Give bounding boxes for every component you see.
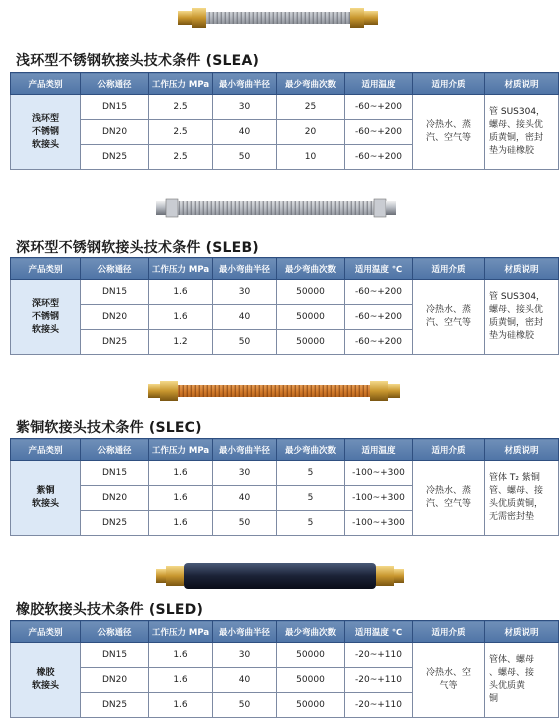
- dn-cell: DN15: [81, 95, 149, 120]
- dn-cell: DN25: [81, 693, 149, 718]
- cycles-cell: 5: [277, 486, 345, 511]
- radius-cell: 40: [213, 486, 277, 511]
- table-row: [11, 643, 559, 668]
- header-medium: 适用介质: [413, 258, 485, 280]
- header-medium: 适用介质: [413, 439, 485, 461]
- section-title-sled: 橡胶软接头技术条件 (SLED): [16, 602, 204, 618]
- pressure-cell: 1.6: [149, 280, 213, 305]
- pressure-cell: 1.2: [149, 330, 213, 355]
- cycles-cell: 20: [277, 120, 345, 145]
- radius-cell: 50: [213, 511, 277, 536]
- header-category: 产品类别: [11, 73, 81, 95]
- header-medium: 适用介质: [413, 621, 485, 643]
- dn-cell: DN25: [81, 511, 149, 536]
- header-dn: 公称通径: [81, 73, 149, 95]
- pressure-cell: 2.5: [149, 145, 213, 170]
- stainless-shallow-hose-image: [178, 4, 378, 32]
- header-pressure: 工作压力 MPa: [149, 621, 213, 643]
- header-dn: 公称通径: [81, 258, 149, 280]
- table-row: [11, 280, 559, 305]
- temp-cell: -20~+110: [345, 643, 413, 668]
- temp-cell: -60~+200: [345, 305, 413, 330]
- header-material: 材质说明: [485, 258, 559, 280]
- dn-cell: DN15: [81, 643, 149, 668]
- temp-cell: -20~+110: [345, 693, 413, 718]
- cycles-cell: 5: [277, 511, 345, 536]
- temp-cell: -60~+200: [345, 280, 413, 305]
- copper-hose-image: [148, 378, 400, 404]
- header-category: 产品类别: [11, 258, 81, 280]
- temp-cell: -60~+200: [345, 95, 413, 120]
- cycles-cell: 50000: [277, 280, 345, 305]
- header-dn: 公称通径: [81, 621, 149, 643]
- header-cycles: 最少弯曲次数: [277, 73, 345, 95]
- header-cycles: 最少弯曲次数: [277, 621, 345, 643]
- radius-cell: 30: [213, 461, 277, 486]
- header-category: 产品类别: [11, 621, 81, 643]
- table-header-row: [11, 439, 559, 461]
- header-material: 材质说明: [485, 73, 559, 95]
- spec-table-slec: [10, 438, 559, 536]
- category-cell: 浅环型 不锈钢 软接头: [11, 95, 81, 170]
- temp-cell: -20~+110: [345, 668, 413, 693]
- cycles-cell: 50000: [277, 668, 345, 693]
- header-temp: 适用温度 ℃: [345, 621, 413, 643]
- medium-cell: 冷热水、蒸 汽、空气等: [413, 280, 485, 355]
- category-cell: 紫铜 软接头: [11, 461, 81, 536]
- dn-cell: DN20: [81, 486, 149, 511]
- cycles-cell: 50000: [277, 330, 345, 355]
- section-title-slec: 紫铜软接头技术条件 (SLEC): [16, 420, 202, 436]
- medium-cell: 冷热水、蒸 汽、空气等: [413, 95, 485, 170]
- header-material: 材质说明: [485, 439, 559, 461]
- table-header-row: [11, 73, 559, 95]
- table-row: [11, 461, 559, 486]
- pressure-cell: 1.6: [149, 486, 213, 511]
- pressure-cell: 1.6: [149, 305, 213, 330]
- header-radius: 最小弯曲半径: [213, 73, 277, 95]
- dn-cell: DN25: [81, 330, 149, 355]
- pressure-cell: 1.6: [149, 668, 213, 693]
- header-material: 材质说明: [485, 621, 559, 643]
- cycles-cell: 25: [277, 95, 345, 120]
- cycles-cell: 10: [277, 145, 345, 170]
- cycles-cell: 50000: [277, 693, 345, 718]
- radius-cell: 50: [213, 145, 277, 170]
- header-pressure: 工作压力 MPa: [149, 258, 213, 280]
- medium-cell: 冷热水、空 气等: [413, 643, 485, 718]
- header-cycles: 最少弯曲次数: [277, 439, 345, 461]
- header-pressure: 工作压力 MPa: [149, 439, 213, 461]
- stainless-deep-hose-image: [156, 196, 396, 220]
- table-header-row: [11, 621, 559, 643]
- temp-cell: -100~+300: [345, 461, 413, 486]
- cycles-cell: 50000: [277, 643, 345, 668]
- spec-table-sleb: [10, 257, 559, 355]
- header-radius: 最小弯曲半径: [213, 621, 277, 643]
- radius-cell: 40: [213, 305, 277, 330]
- header-temp: 适用温度: [345, 73, 413, 95]
- temp-cell: -60~+200: [345, 120, 413, 145]
- temp-cell: -100~+300: [345, 511, 413, 536]
- temp-cell: -60~+200: [345, 330, 413, 355]
- dn-cell: DN25: [81, 145, 149, 170]
- material-cell: 管体、螺母 、螺母、接 头优质黄 铜: [485, 643, 559, 718]
- temp-cell: -60~+200: [345, 145, 413, 170]
- dn-cell: DN20: [81, 120, 149, 145]
- header-pressure: 工作压力 MPa: [149, 73, 213, 95]
- header-radius: 最小弯曲半径: [213, 439, 277, 461]
- material-cell: 管体 T₂ 紫铜 管、螺母、接 头优质黄铜， 无需密封垫: [485, 461, 559, 536]
- pressure-cell: 2.5: [149, 95, 213, 120]
- radius-cell: 30: [213, 643, 277, 668]
- temp-cell: -100~+300: [345, 486, 413, 511]
- header-medium: 适用介质: [413, 73, 485, 95]
- material-cell: 管 SUS304， 螺母、接头优 质黄铜，密封 垫为硅橡胶: [485, 95, 559, 170]
- cycles-cell: 5: [277, 461, 345, 486]
- header-category: 产品类别: [11, 439, 81, 461]
- table-row: [11, 95, 559, 120]
- header-temp: 适用温度: [345, 439, 413, 461]
- pressure-cell: 1.6: [149, 461, 213, 486]
- medium-cell: 冷热水、蒸 汽、空气等: [413, 461, 485, 536]
- section-title-slea: 浅环型不锈钢软接头技术条件 (SLEA): [16, 53, 260, 69]
- pressure-cell: 1.6: [149, 511, 213, 536]
- header-dn: 公称通径: [81, 439, 149, 461]
- header-radius: 最小弯曲半径: [213, 258, 277, 280]
- material-cell: 管 SUS304， 螺母、接头优 质黄铜，密封 垫为硅橡胶: [485, 280, 559, 355]
- spec-table-sled: [10, 620, 559, 718]
- pressure-cell: 2.5: [149, 120, 213, 145]
- section-title-sleb: 深环型不锈钢软接头技术条件 (SLEB): [16, 240, 259, 256]
- table-header-row: [11, 258, 559, 280]
- rubber-hose-image: [156, 560, 404, 592]
- category-cell: 橡胶 软接头: [11, 643, 81, 718]
- pressure-cell: 1.6: [149, 643, 213, 668]
- radius-cell: 40: [213, 668, 277, 693]
- dn-cell: DN15: [81, 461, 149, 486]
- category-cell: 深环型 不锈钢 软接头: [11, 280, 81, 355]
- cycles-cell: 50000: [277, 305, 345, 330]
- pressure-cell: 1.6: [149, 693, 213, 718]
- radius-cell: 50: [213, 330, 277, 355]
- spec-table-slea: [10, 72, 559, 170]
- header-temp: 适用温度 ℃: [345, 258, 413, 280]
- dn-cell: DN15: [81, 280, 149, 305]
- radius-cell: 40: [213, 120, 277, 145]
- dn-cell: DN20: [81, 305, 149, 330]
- header-cycles: 最少弯曲次数: [277, 258, 345, 280]
- radius-cell: 30: [213, 280, 277, 305]
- dn-cell: DN20: [81, 668, 149, 693]
- radius-cell: 30: [213, 95, 277, 120]
- radius-cell: 50: [213, 693, 277, 718]
